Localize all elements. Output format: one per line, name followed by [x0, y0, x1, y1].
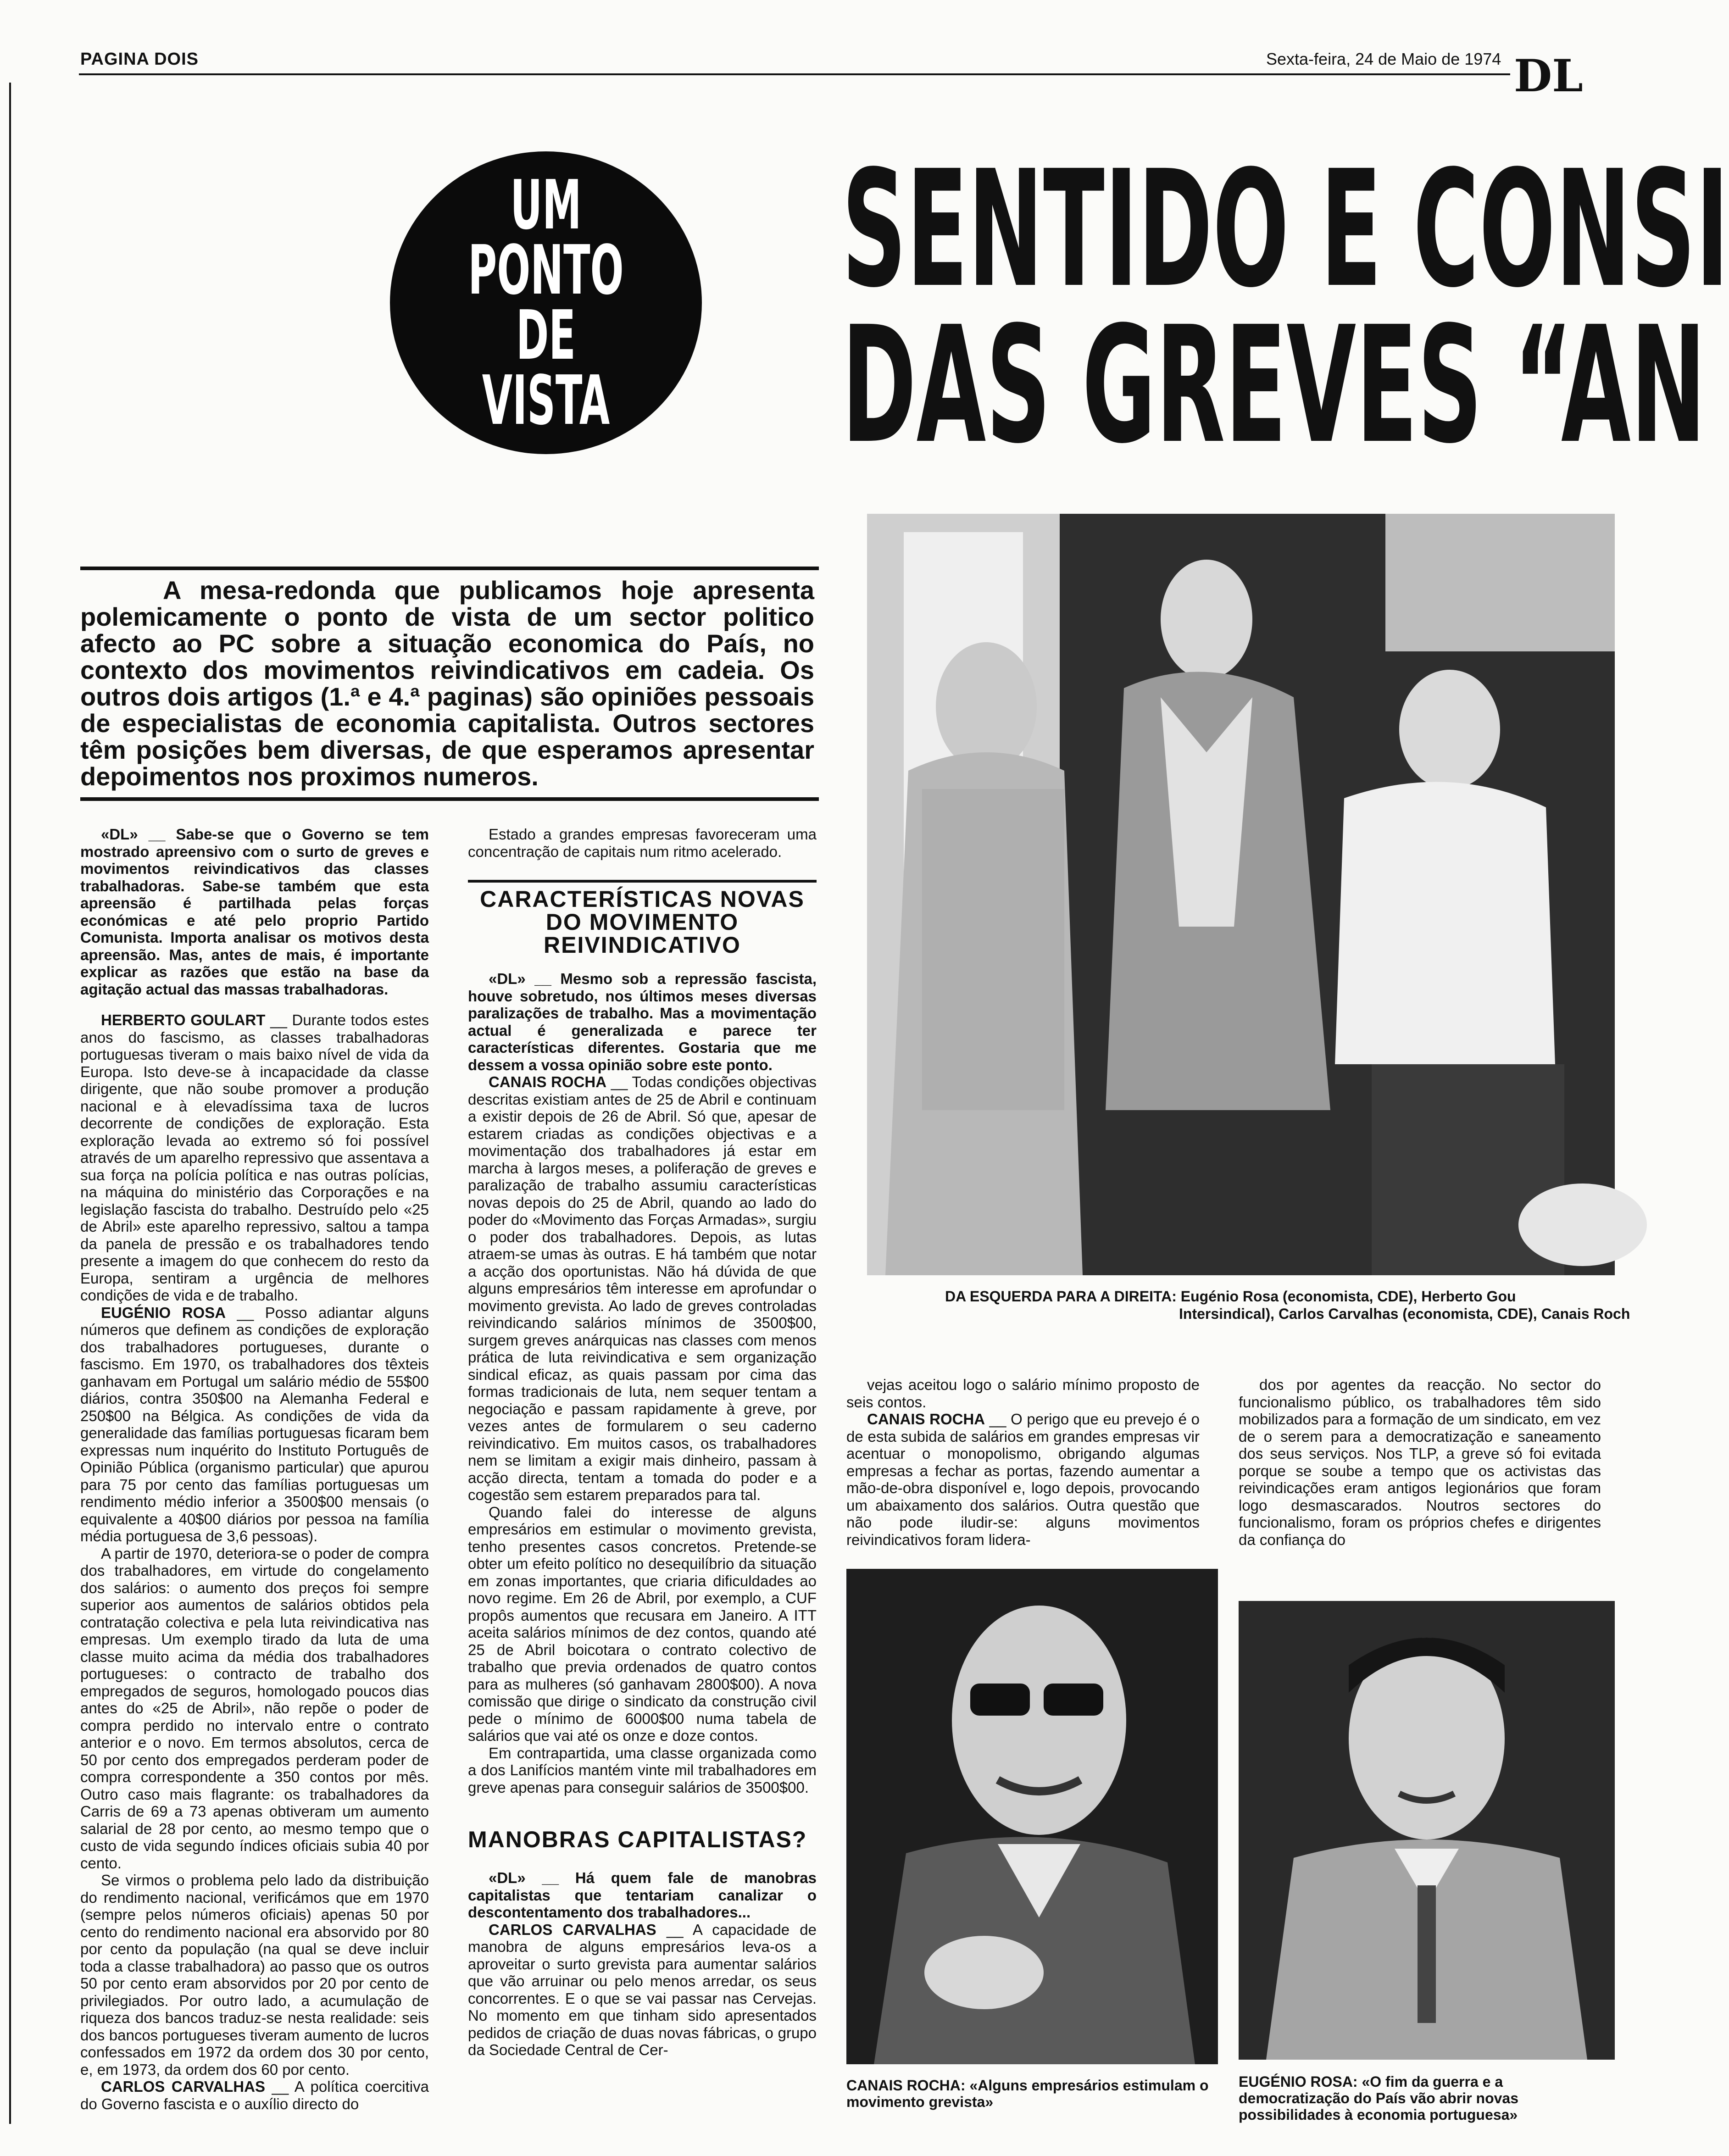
speaker-name: CANAIS ROCHA [867, 1411, 985, 1428]
answer-text: __ Posso adiantar alguns números que definem as condições de exploração dos trabalhadores portugueses, durante o fascismo. Em 1970, os trabalhadores dos têxteis ganhavam em Portugal um salário médio de 55$00 diários, contra 350$00 na Alemanha Federal e 250$00 na Bélgica. As condições de vida da generalidade das famílias portuguesas ficaram bem expressas num inquérito do Instituto Português de Opinião Pública (organismo particular) que apurou para 75 por cento das famílias portuguesas um rendimento médio inferior a 3500$00 mensais (o equivalente a 40$00 diários por pessoa na família média portuguesa de 3,6 pessoas). [80, 1304, 429, 1545]
badge-line: UM [510, 166, 582, 244]
issue-date: Sexta-feira, 24 de Maio de 1974 [1266, 50, 1501, 68]
badge-line: DE VISTA [482, 296, 610, 440]
subhead-rule [468, 880, 817, 883]
speaker-name: HERBERTO GOULART [101, 1011, 266, 1028]
answer-paragraph: A partir de 1970, deteriora-se o poder de compra dos trabalhadores, em virtude do congelamento dos salários: o aumento dos preços foi sempre superior aos aumentos de salários obtidos pela contratação colectiva e pela luta reivindicativa nas empresas. Um exemplo tirado da luta de uma classe muito acima da média dos trabalhadores portugueses: o contracto de trabalho dos empregados de seguros, homologado poucos dias antes do «25 de Abril», não repõe o poder de compra perdido no intervalo entre o contrato anterior e o novo. Em termos absolutos, cerca de 50 por cento dos empregados perderam poder de compra correspondente a 350 contos por mês. Outro caso mais flagrante: os trabalhadores da Carris de 69 a 73 apenas obtiveram um aumento salarial de 28 por cento, ao mesmo tempo que o custo de vida segundo índices oficiais subia 40 por cento. [80, 1545, 429, 1872]
answer-paragraph: vejas aceitou logo o salário mínimo proposto de seis contos. [846, 1376, 1200, 1411]
roundtable-photo-image [867, 514, 1615, 1275]
answer-paragraph: Estado a grandes empresas favoreceram uma concentração de capitais num ritmo acelerado. [468, 826, 817, 860]
headline-line-1: SENTIDO E CONSI [842, 136, 1729, 323]
answer-text: __ O perigo que eu prevejo é o de esta subida de salários em grandes empresas vir acentuar o monopolismo, obrigando algumas empresas a fechar as portas, fazendo aumentar a mão-de-obra disponível e, logo depois, provocando um abaixamento dos salários. Outra questão que não pode iludir-se: alguns movimentos reivindicativos foram lidera- [846, 1411, 1200, 1548]
answer-text: __ Todas condições objectivas descritas existiam antes de 25 de Abril e continuam a existir depois de 26 de Abril. Só que, apesar de estarem criadas as condições objectivas e a movimentação dos trabalhadores já estar em marcha à largos meses, a poliferação de greves e paralização de trabalho assumiu características novas depois do 25 de Abril, quando ao lado do poder do «Movimento das Forças Armadas», surgiu o poder dos trabalhadores. Depois, as lutas atraem-se umas às outras. E há também que notar a acção dos oportunistas. Não há dúvida de que alguns empresários têm interesse em aprofundar o movimento grevista. Ao lado de greves controladas reivindicando salários mínimos de 3500$00, surgem greves anárquicas nas classes com menos prática de luta reivindicativa e sem organização sindical eficaz, as quais passam por cima das formas tradicionais de luta, nem sequer tentam a negociação e passam rapidamente à greve, por vezes antes de formularem o seu caderno reivindicativo. Em muitos casos, os trabalhadores nem se limitam a exigir mais dinheiro, passam à acção directa, tentam a tomada do poder e a cogestão sem estarem preparados para tal. [468, 1073, 817, 1503]
page-label: PAGINA DOIS [80, 50, 199, 69]
eugenio-rosa-portrait [1239, 1601, 1615, 2060]
subhead-characteristics: CARACTERÍSTICAS NOVAS DO MOVIMENTO REIVINDICATIVO [480, 886, 805, 958]
answer-text: __ A capacidade de manobra de alguns empresários leva-os a aproveitar o surto grevista para aumentar salários que vão arruinar ou pelo menos arredar, os seus concorrentes. E o que se vai passar nas Cervejas. No momento em que tinham sido apresentados pedidos de criação de duas novas fábricas, o grupo da Sociedade Central de Cer- [468, 1921, 817, 2058]
interview-question: «DL» __ Sabe-se que o Governo se tem mostrado apreensivo com o surto de greves e movimentos reivindicativos das classes trabalhadoras. Sabe-se também que esta apreensão é partilhada pelas forças económicas e até pelo proprio Partido Comunista. Importa analisar os motivos desta apreensão. Mas, antes de mais, é importante explicar as razões que estão na base da agitação actual das massas trabalhadoras. [80, 826, 429, 998]
eugenio-rosa-photo [1239, 1601, 1615, 2060]
answer-paragraph: Quando falei do interesse de alguns empresários em estimular o movimento grevista, tenho presentes casos concretos. Pretende-se obter um efeito político no desequilíbrio da situação em zonas importantes, que criaria dificuldades ao novo regime. Em 26 de Abril, por exemplo, a CUF propôs aumentos que recusara em Janeiro. A ITT aceita salários mínimos de dez contos, quando até 25 de Abril boicotara o contrato colectivo de trabalho que previa ordenados de quatro contos para as mulheres (só ganhavam 2800$00). A nova comissão que dirige o sindicato da construção civil pede o mínimo de 6000$00 numa tabela de salários que vai até os onze e doze contos. [468, 1503, 817, 1744]
section-badge-text [456, 166, 636, 440]
intro-paragraph: A mesa-redonda que publicamos hoje apresenta polemicamente o ponto de vista de um sector politico afecto ao PC sobre a situação economica do País, no contexto dos movimentos reivindicativos em cadeia. Os outros dois artigos (1.ª e 4.ª paginas) são opiniões pessoais de especialistas de economia capitalista. Outros sectores têm posições bem diversas, de que esperamos apresentar depoimentos nos proximos numeros. [80, 576, 814, 791]
answer-text: __ Durante todos estes anos do fascismo, as classes trabalhadoras portuguesas tiveram o mais baixo nível de vida da Europa. Isto deve-se à incapacidade da classe dirigente, que não soube promover a produção nacional e à elevadíssima taxa de lucros decorrente de condições de exploração. Esta exploração levada ao extremo só foi possível através de um aparelho repressivo que assentava a sua força na polícia política e nas outras polícias, na máquina do ministério das Corporações e na legislação fascista do trabalho. Destruído pelo «25 de Abril» este aparelho repressivo, saltou a tampa da panela de pressão e os trabalhadores tendo presente a imagem do que conhecem do resto da Europa, sentiram a urgência de melhores condições de vida e de trabalho. [80, 1011, 429, 1304]
margin-rule [9, 83, 11, 2124]
main-photo-caption: DA ESQUERDA PARA A DIREITA: Eugénio Rosa (economista, CDE), Herberto Gou [945, 1288, 1516, 1305]
canais-rocha-photo [846, 1569, 1218, 2064]
headline [842, 136, 1729, 479]
speaker-name: CARLOS CARVALHAS [101, 2078, 265, 2095]
answer-paragraph: Em contrapartida, uma classe organizada como a dos Lanifícios mantém vinte mil trabalhadores em greve apenas para conseguir salários de 3500$00. [468, 1744, 817, 1796]
intro-top-rule [80, 567, 819, 570]
section-badge [390, 151, 702, 454]
header-rule [79, 73, 1510, 75]
speaker-name: EUGÉNIO ROSA [101, 1304, 226, 1321]
answer-text: __ A política coercitiva do Governo fascista e o auxílio directo do [80, 2078, 429, 2112]
column-2 [468, 826, 817, 2059]
newspaper-logo: DL [1514, 50, 1583, 102]
answer-paragraph: Se virmos o problema pelo lado da distribuição do rendimento nacional, verificámos que em 1970 (sempre pelos números oficiais) apenas 50 por cento do rendimento nacional era absorvido por 80 por cento da população (na qual se deve incluir toda a classe trabalhadora) ao passo que os outros 50 por cento eram absorvidos por 20 por cento de privilegiados. Por outro lado, a acumulação de riqueza dos bancos traduz-se nesta realidade: seis dos bancos portugueses tiveram aumento de lucros confessados em 1972 da ordem dos 30 por cento, e, em 1973, da ordem dos 60 por cento. [80, 1872, 429, 2078]
speaker-name: CARLOS CARVALHAS [489, 1921, 656, 1938]
column-3 [846, 1376, 1200, 1548]
main-photo-caption-cont: Intersindical), Carlos Carvalhas (economista, CDE), Canais Roch [1179, 1306, 1630, 1322]
roundtable-photo [867, 514, 1615, 1275]
interview-question: «DL» __ Mesmo sob a repressão fascista, houve sobretudo, nos últimos meses diversas paralizações de trabalho. Mas a movimentação actual é generalizada e parece ter características diferentes. Gostaria que me dessem a vossa opinião sobre este ponto. [468, 970, 817, 1073]
canais-rocha-portrait [846, 1569, 1218, 2064]
answer-paragraph: dos por agentes da reacção. No sector do funcionalismo público, os trabalhadores têm sido mobilizados para a formação de um sindicato, em vez de o serem para a democratização e saneamento dos seus serviços. Nos TLP, a greve só foi evitada porque se soube a tempo que os activistas das reivindicações eram antigos legionários que foram logo desmascarados. Noutros sectores do funcionalismo, foram os próprios chefes e dirigentes da confiança do [1239, 1376, 1601, 1548]
canais-rocha-caption: CANAIS ROCHA: «Alguns empresários estimulam o movimento grevista» [846, 2077, 1209, 2110]
column-4 [1239, 1376, 1601, 1548]
subhead-manobras: MANOBRAS CAPITALISTAS? [468, 1827, 807, 1852]
eugenio-rosa-caption: EUGÉNIO ROSA: «O fim da guerra e a democratização do País vão abrir novas possibilidades à economia portuguesa» [1239, 2073, 1519, 2123]
headline-line-2: DAS GREVES “AN [842, 292, 1706, 479]
speaker-name: CANAIS ROCHA [489, 1073, 607, 1090]
intro-bottom-rule [80, 797, 819, 801]
column-1 [80, 826, 429, 2112]
interview-question: «DL» __ Há quem fale de manobras capitalistas que tentariam canalizar o descontentamento dos trabalhadores... [468, 1869, 817, 1921]
badge-line: PONTO [468, 231, 624, 310]
